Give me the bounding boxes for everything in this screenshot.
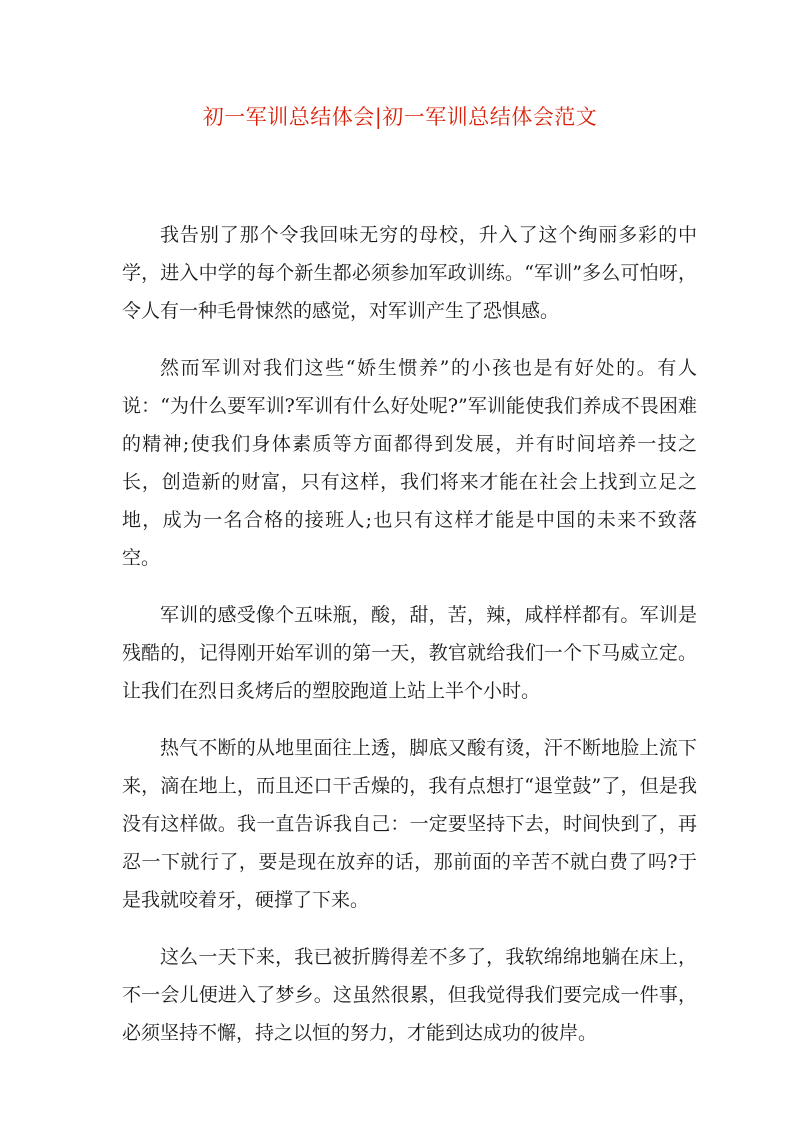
document-title: 初一军训总结体会|初一军训总结体会范文 — [202, 105, 598, 129]
document-body — [122, 216, 697, 1071]
paragraph-4: 热气不断的从地里面往上透，脚底又酸有烫，汗不断地脸上流下来，滴在地上，而且还口干舌燥的，我有点想打“退堂鼓”了，但是我没有这样做。我一直告诉我自己：一定要坚持下去，时间快到了，再忍一下就行了，要是现在放弃的话，那前面的辛苦不就白费了吗?于是我就咬着牙，硬撑了下来。 — [122, 737, 697, 911]
paragraph-3: 军训的感受像个五味瓶，酸，甜，苦，辣，咸样样都有。军训是残酷的，记得刚开始军训的第一天，教官就给我们一个下马威立定。让我们在烈日炙烤后的塑胶跑道上站上半个小时。 — [122, 604, 697, 702]
paragraph-2: 然而军训对我们这些“娇生惯养”的小孩也是有好处的。有人说：“为什么要军训?军训有什么好处呢?”军训能使我们养成不畏困难的精神;使我们身体素质等方面都得到发展，并有时间培养一技之长，创造新的财富，只有这样，我们将来才能在社会上找到立足之地，成为一名合格的接班人;也只有这样才能是中国的未来不致落空。 — [122, 357, 697, 569]
paragraph-1: 我告别了那个令我回味无穷的母校，升入了这个绚丽多彩的中学，进入中学的每个新生都必须参加军政训练。“军训”多么可怕呀，令人有一种毛骨悚然的感觉，对军训产生了恐惧感。 — [122, 224, 697, 322]
paragraph-5: 这么一天下来，我已被折腾得差不多了，我软绵绵地躺在床上，不一会儿便进入了梦乡。这虽然很累，但我觉得我们要完成一件事，必须坚持不懈，持之以恒的努力，才能到达成功的彼岸。 — [122, 946, 697, 1044]
